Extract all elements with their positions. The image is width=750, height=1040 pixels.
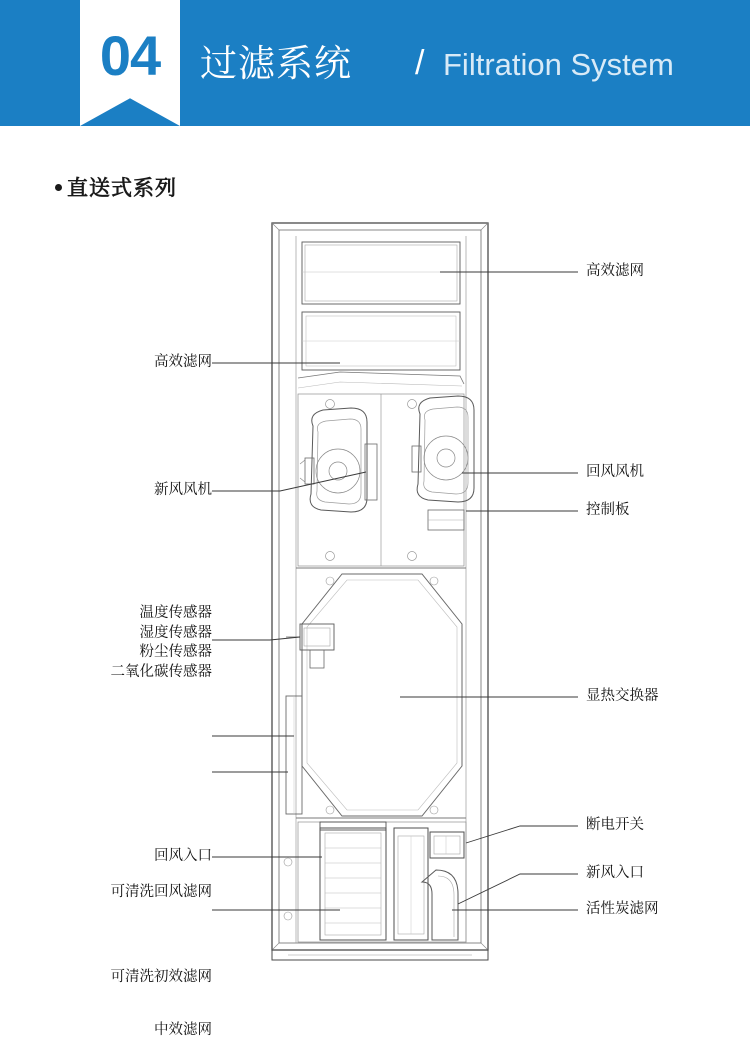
callout-return-air-inlet: 回风入口 xyxy=(154,848,212,864)
callout-hepa-filter-top: 高效滤网 xyxy=(586,263,644,279)
banner-title-english: Filtration System xyxy=(443,47,674,82)
banner-inner xyxy=(0,0,750,126)
callout-co2-sensor: 二氧化碳传感器 xyxy=(110,663,212,680)
callout-humidity-sensor: 湿度传感器 xyxy=(139,624,212,641)
callout-washable-pre-filter: 可清洗初效滤网 xyxy=(110,969,212,985)
callout-activated-carbon-filter: 活性炭滤网 xyxy=(586,901,659,917)
callout-medium-efficiency-filter: 中效滤网 xyxy=(154,1022,212,1038)
callout-leader-lines xyxy=(212,272,578,910)
callout-washable-return-filter: 可清洗回风滤网 xyxy=(110,884,212,900)
callout-power-switch: 断电开关 xyxy=(586,817,644,833)
callout-control-board: 控制板 xyxy=(586,502,630,518)
callout-fresh-air-inlet: 新风入口 xyxy=(586,865,644,881)
banner-section-number: 04 xyxy=(99,24,161,87)
callout-hepa-filter-mid: 高效滤网 xyxy=(154,354,212,370)
banner-title-chinese: 过滤系统 xyxy=(200,43,352,84)
callout-sensor-group xyxy=(40,604,212,682)
banner-title-separator: / xyxy=(415,44,425,82)
section-heading-text: 直送式系列 xyxy=(67,177,177,200)
callout-dust-sensor: 粉尘传感器 xyxy=(139,644,212,660)
callout-sensible-heat-exchanger: 显热交换器 xyxy=(586,688,659,704)
callout-fresh-air-fan: 新风风机 xyxy=(154,482,212,498)
callout-temperature-sensor: 温度传感器 xyxy=(139,605,212,621)
diagram-stage xyxy=(0,126,750,1038)
page-header-banner xyxy=(0,0,750,126)
callout-return-air-fan: 回风风机 xyxy=(586,464,644,480)
